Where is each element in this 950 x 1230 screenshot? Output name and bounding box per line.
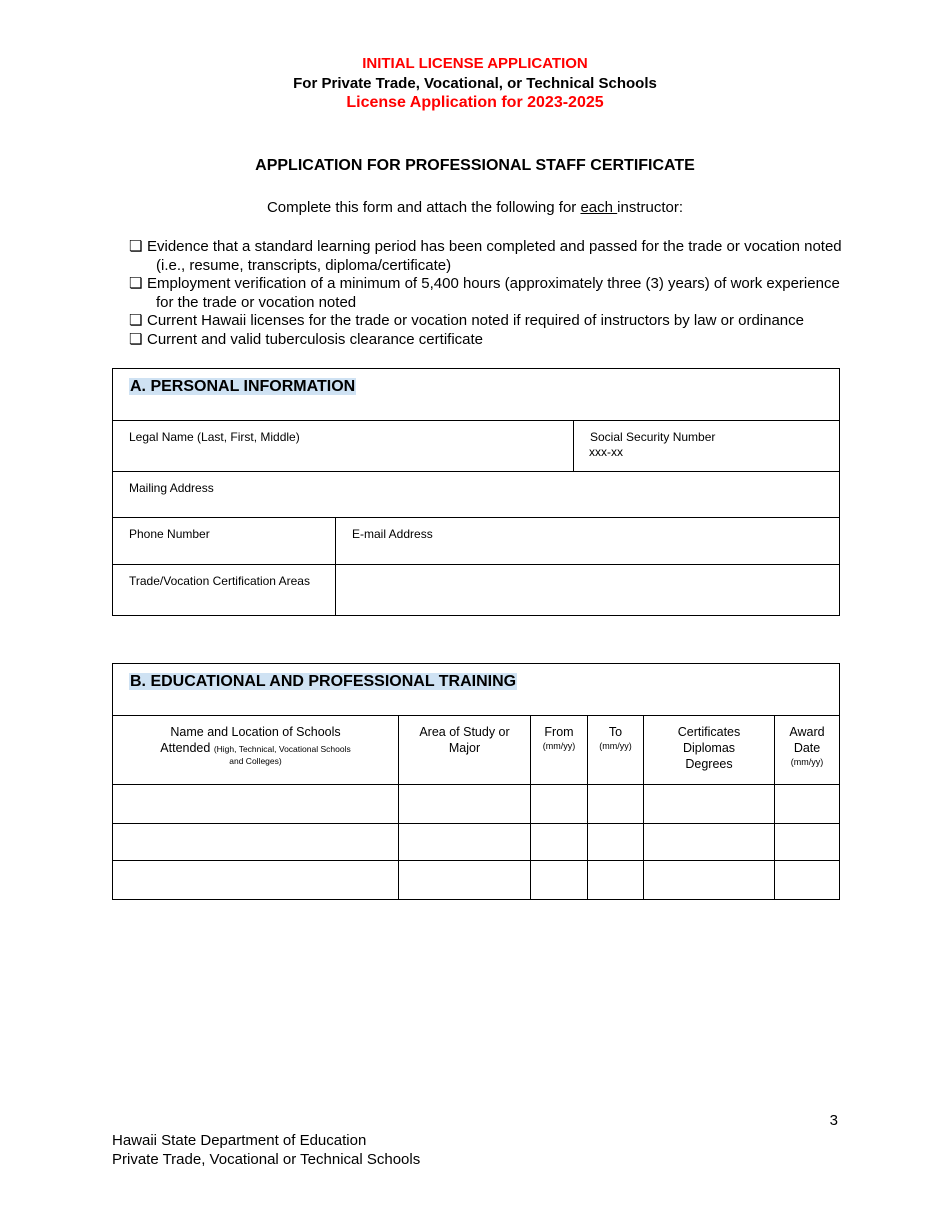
checkbox-icon: ❏: [129, 312, 143, 329]
certificates-cell[interactable]: [644, 785, 775, 824]
legal-name-label: Legal Name (Last, First, Middle): [129, 430, 300, 444]
header-line-2: For Private Trade, Vocational, or Technical Schools: [293, 75, 657, 92]
schools-cell[interactable]: [113, 785, 399, 824]
col-award-date-header: Award Date (mm/yy): [775, 716, 840, 785]
from-cell[interactable]: [531, 824, 588, 861]
certificates-cell[interactable]: [644, 824, 775, 861]
award-date-cell[interactable]: [775, 785, 840, 824]
ssn-label: Social Security Number: [590, 430, 716, 444]
checkbox-icon: ❏: [129, 238, 143, 255]
col-to-header: To (mm/yy): [588, 716, 644, 785]
footer-line-2: Private Trade, Vocational or Technical Schools: [112, 1151, 421, 1168]
section-b-title: B. EDUCATIONAL AND PROFESSIONAL TRAINING: [130, 673, 517, 690]
intro-text: [0, 199, 950, 216]
to-cell[interactable]: [588, 824, 644, 861]
education-training-table: [112, 663, 840, 900]
to-cell[interactable]: [588, 861, 644, 900]
footer-line-1: Hawaii State Department of Education: [112, 1132, 367, 1149]
form-title: APPLICATION FOR PROFESSIONAL STAFF CERTIFICATE: [255, 157, 695, 174]
col-schools-header: Name and Location of Schools Attended (High, Technical, Vocational Schools and Colleges): [113, 716, 399, 785]
area-cell[interactable]: [399, 861, 531, 900]
ssn-value: xxx-xx: [589, 445, 623, 459]
requirements-list: [129, 238, 849, 349]
award-date-cell[interactable]: [775, 824, 840, 861]
requirement-item: ❏ Employment verification of a minimum of 5,400 hours (approximately three (3) years) of work experience for the trade or vocation noted: [129, 275, 840, 311]
col-area-header: Area of Study or Major: [399, 716, 531, 785]
section-a-header: [113, 369, 840, 421]
mailing-address-field[interactable]: [113, 472, 840, 518]
column-header-row: [113, 716, 840, 785]
area-cell[interactable]: [399, 824, 531, 861]
checkbox-icon: ❏: [129, 330, 143, 348]
requirement-item: ❏ Evidence that a standard learning period has been completed and passed for the trade or vocation noted (i.e., resume, transcripts, diploma/certificate): [129, 238, 842, 274]
schools-cell[interactable]: [113, 824, 399, 861]
section-a-title: A. PERSONAL INFORMATION: [130, 378, 356, 395]
table-row: [113, 861, 840, 900]
page-number: 3: [829, 1112, 838, 1129]
from-cell[interactable]: [531, 785, 588, 824]
intro-emphasis: each: [580, 199, 618, 216]
requirement-item: ❏ Current and valid tuberculosis clearance certificate: [129, 330, 483, 348]
email-address-label: E-mail Address: [352, 527, 433, 541]
from-cell[interactable]: [531, 861, 588, 900]
table-row: [113, 824, 840, 861]
table-row: [113, 785, 840, 824]
personal-information-table: [112, 368, 840, 616]
header-line-3: License Application for 2023-2025: [346, 94, 604, 111]
footer: [112, 1131, 420, 1169]
col-certificates-header: Certificates Diplomas Degrees: [644, 716, 775, 785]
certificates-cell[interactable]: [644, 861, 775, 900]
mailing-address-label: Mailing Address: [129, 481, 214, 495]
ssn-field[interactable]: [574, 421, 840, 472]
header-line-1: INITIAL LICENSE APPLICATION: [362, 55, 588, 72]
legal-name-field[interactable]: [113, 421, 574, 472]
phone-number-field[interactable]: [113, 518, 336, 565]
trade-areas-label: Trade/Vocation Certification Areas: [129, 574, 310, 588]
checkbox-icon: ❏: [129, 275, 143, 292]
col-from-header: From (mm/yy): [531, 716, 588, 785]
award-date-cell[interactable]: [775, 861, 840, 900]
phone-number-label: Phone Number: [129, 527, 210, 541]
trade-areas-field[interactable]: [336, 565, 840, 616]
intro-before: Complete this form and attach the following for: [266, 199, 581, 216]
trade-areas-label-cell: [113, 565, 336, 616]
requirement-item: ❏ Current Hawaii licenses for the trade or vocation noted if required of instructors by law or ordinance: [129, 312, 804, 329]
section-b-header: [113, 664, 840, 716]
intro-after: instructor:: [617, 199, 684, 216]
area-cell[interactable]: [399, 785, 531, 824]
to-cell[interactable]: [588, 785, 644, 824]
email-address-field[interactable]: [336, 518, 840, 565]
schools-cell[interactable]: [113, 861, 399, 900]
